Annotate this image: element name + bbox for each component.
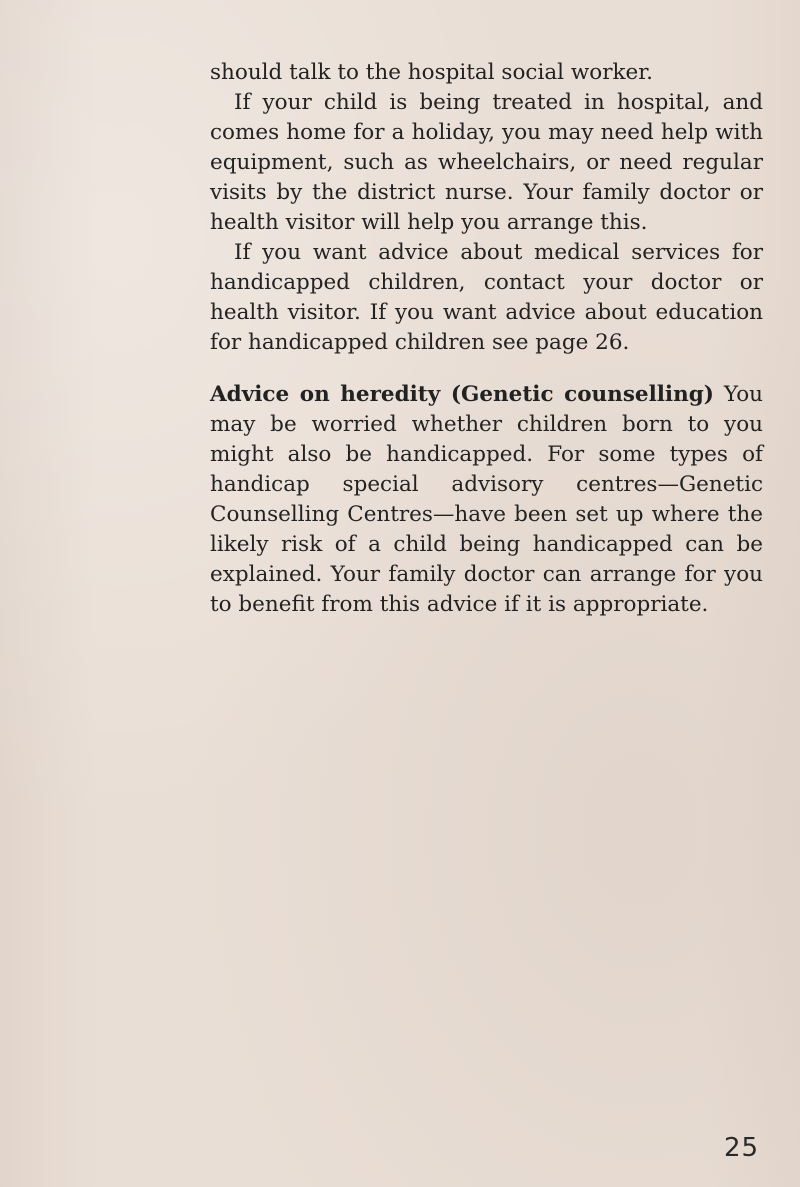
- paragraph-hospital-holiday: If your child is being treated in hospital, and comes home for a holiday, you may need help with equipment, such as wheelchairs, or need regular visits by the district nurse. Your family doctor or health visitor will help you arrange this.: [210, 90, 763, 235]
- section-body-heredity: You may be worried whether children born to you might also be handicapped. For some types of handicap special advisory centres—Genetic Counselling Centres—have been set up where the likely risk of a child being handicapped can be explained. Your family doctor can arrange for you to benefit from this advice if it is appropriate.: [210, 382, 764, 617]
- paragraph-continuation: should talk to the hospital social worker.: [210, 60, 653, 85]
- paragraph-genetic-counselling: [210, 380, 763, 620]
- paragraph-medical-services: If you want advice about medical services for handicapped children, contact your doctor or health visitor. If you want advice about education for handicapped children see page 26.: [210, 240, 763, 355]
- page-number: 25: [724, 1133, 760, 1163]
- section-heading-heredity: Advice on heredity (Genetic counselling): [210, 382, 714, 407]
- text-column: [210, 58, 763, 620]
